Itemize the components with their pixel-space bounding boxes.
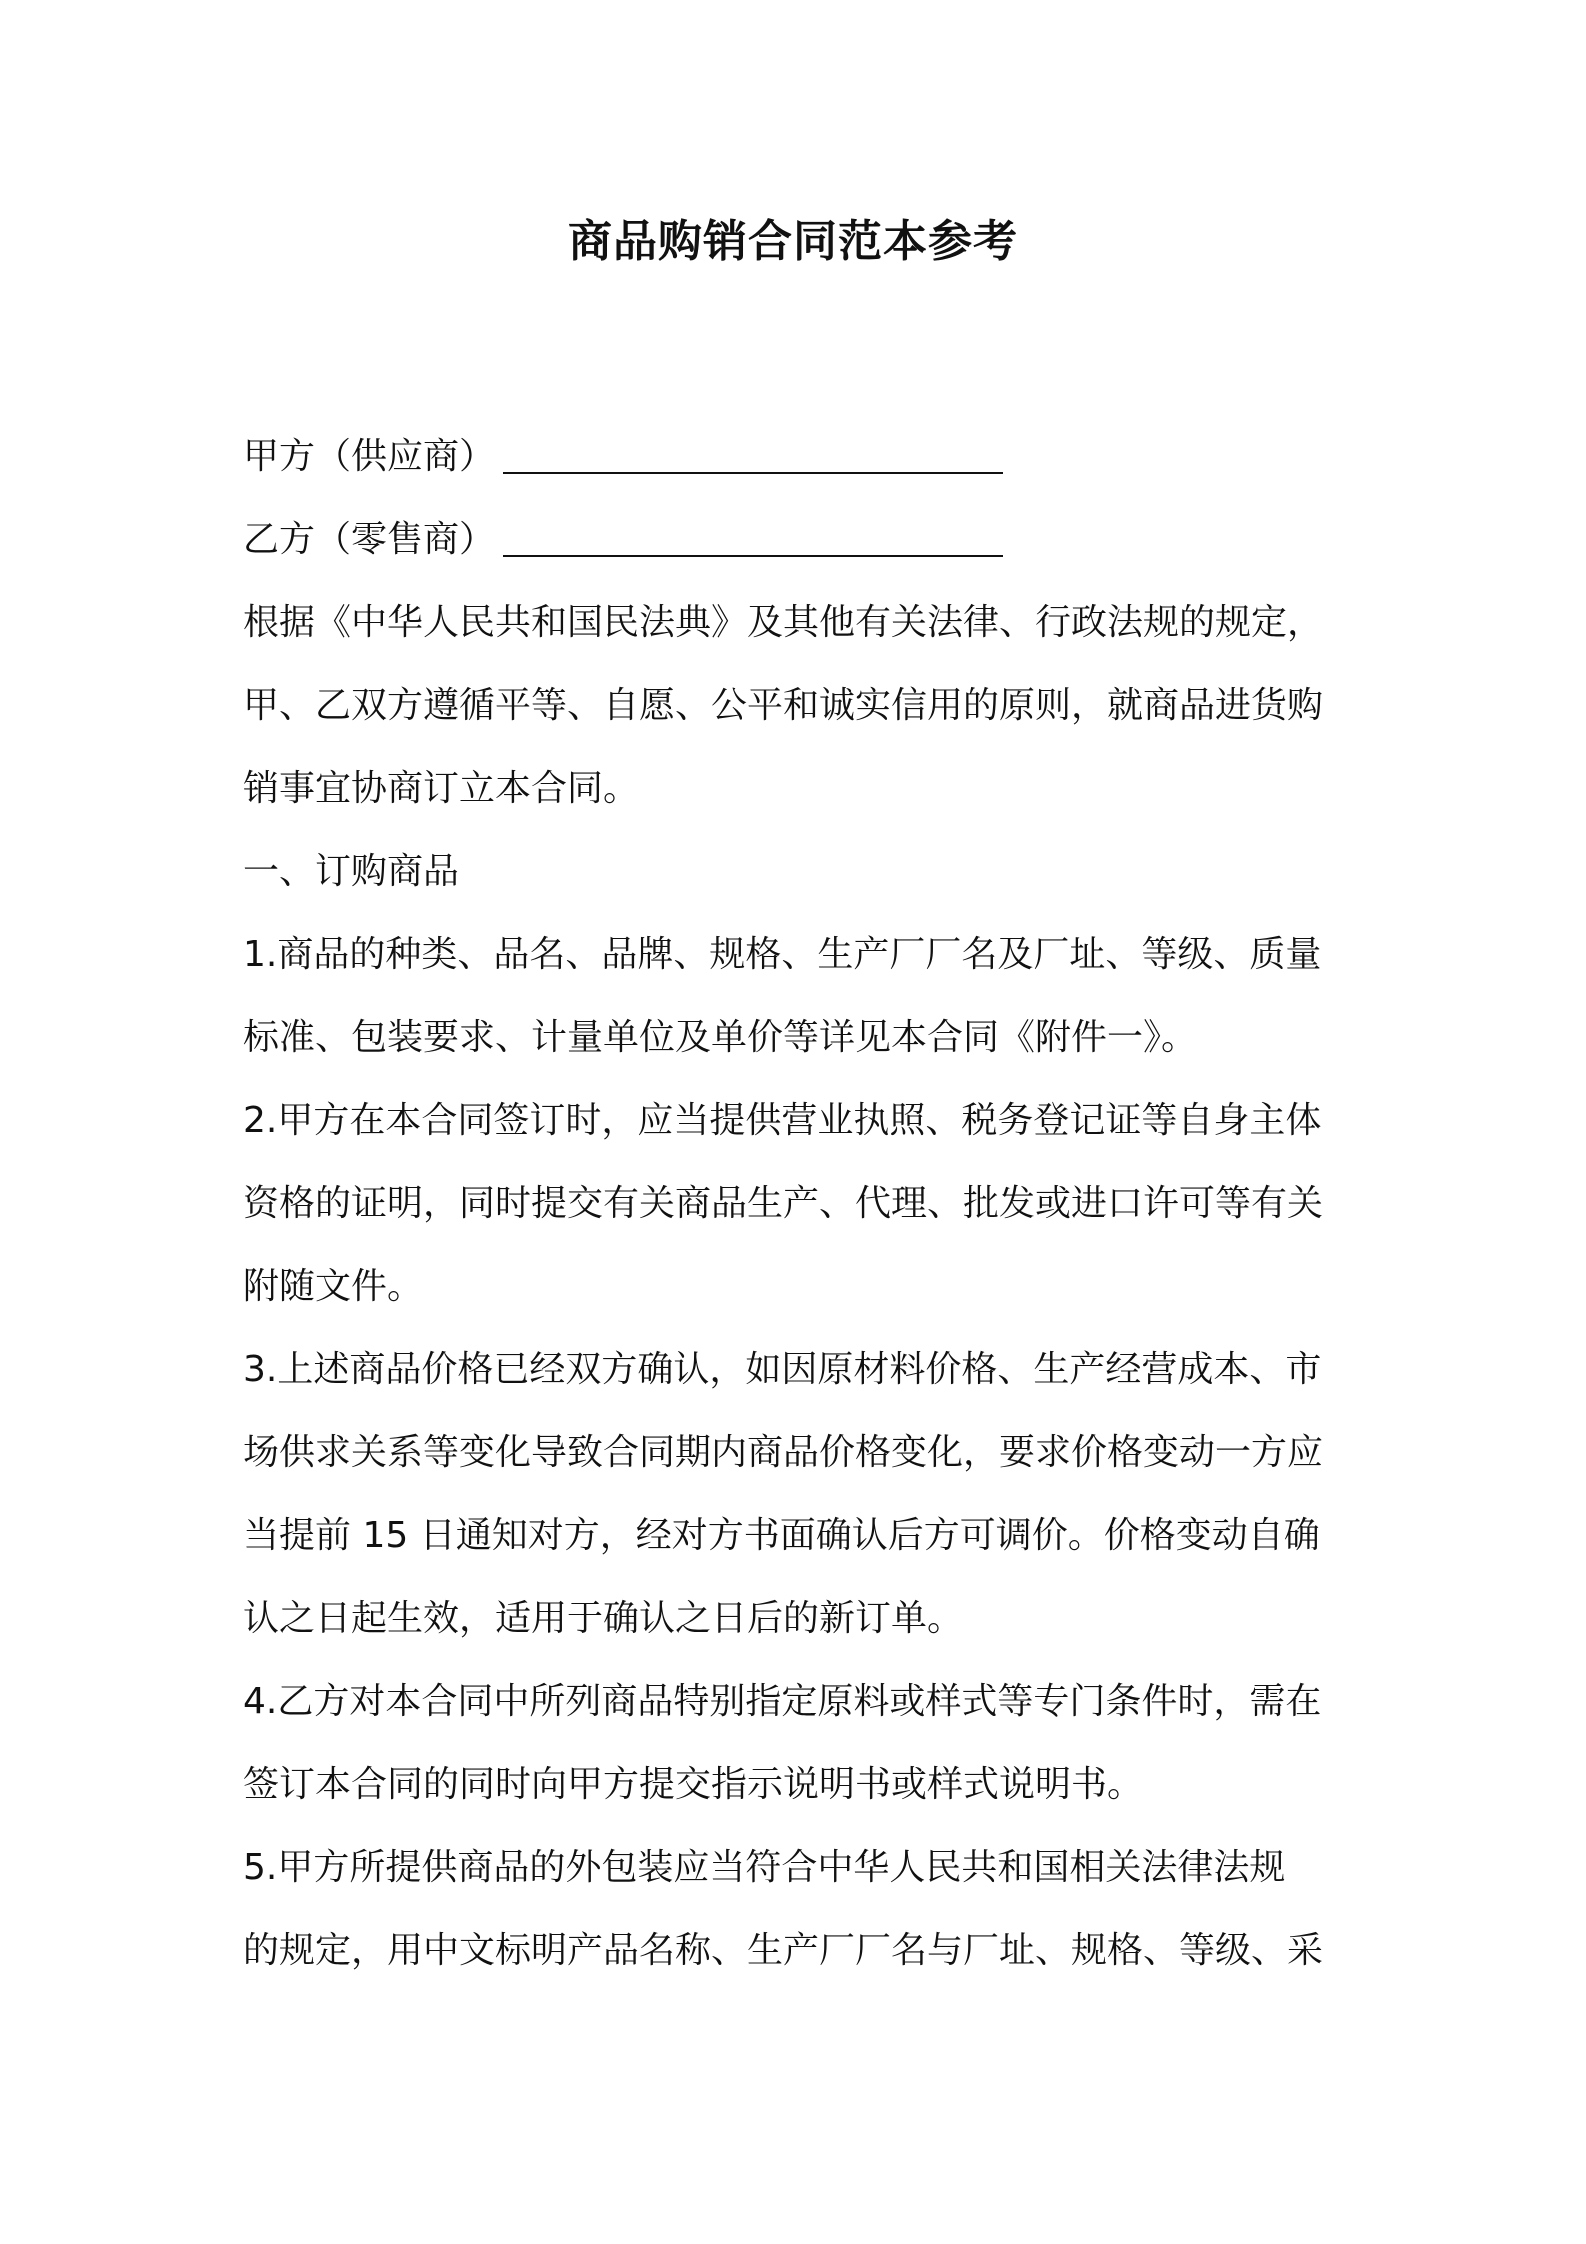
document-body (243, 415, 1355, 1992)
text-line: 5.甲方所提供商品的外包装应当符合中华人民共和国相关法律法规 (243, 1847, 1286, 1888)
document-title: 商品购销合同范本参考 (568, 216, 1018, 267)
text-line: 的规定，用中文标明产品名称、生产厂厂名与厂址、规格、等级、采 (243, 1930, 1324, 1971)
text-line: 认之日起生效，适用于确认之日后的新订单。 (243, 1598, 964, 1639)
party-b-line (243, 498, 1355, 581)
text-line: 4.乙方对本合同中所列商品特别指定原料或样式等专门条件时，需在 (243, 1681, 1322, 1722)
text-line: 3.上述商品价格已经双方确认，如因原材料价格、生产经营成本、市 (243, 1349, 1322, 1390)
text-line: 当提前 15 日通知对方，经对方书面确认后方可调价。价格变动自确 (243, 1515, 1320, 1556)
party-b-label: 乙方（零售商） (243, 519, 496, 560)
section-heading: 一、订购商品 (243, 851, 460, 892)
text-line: 销事宜协商订立本合同。 (243, 768, 640, 809)
party-a-label: 甲方（供应商） (243, 436, 496, 477)
text-line: 甲、乙双方遵循平等、自愿、公平和诚实信用的原则，就商品进货购 (243, 685, 1324, 726)
text-line: 根据《中华人民共和国民法典》及其他有关法律、行政法规的规定， (243, 602, 1324, 643)
text-line: 场供求关系等变化导致合同期内商品价格变化，要求价格变动一方应 (243, 1432, 1324, 1473)
text-line: 签订本合同的同时向甲方提交指示说明书或样式说明书。 (243, 1764, 1144, 1805)
text-line: 附随文件。 (243, 1266, 424, 1307)
text-line: 资格的证明，同时提交有关商品生产、代理、批发或进口许可等有关 (243, 1183, 1324, 1224)
party-a-blank-field (503, 432, 1003, 474)
party-b-blank-field (503, 515, 1003, 557)
text-line: 2.甲方在本合同签订时，应当提供营业执照、税务登记证等自身主体 (243, 1100, 1322, 1141)
party-a-line (243, 415, 1355, 498)
text-line: 标准、包装要求、计量单位及单价等详见本合同《附件一》。 (243, 1017, 1198, 1058)
text-line: 1.商品的种类、品名、品牌、规格、生产厂厂名及厂址、等级、质量 (243, 934, 1322, 975)
